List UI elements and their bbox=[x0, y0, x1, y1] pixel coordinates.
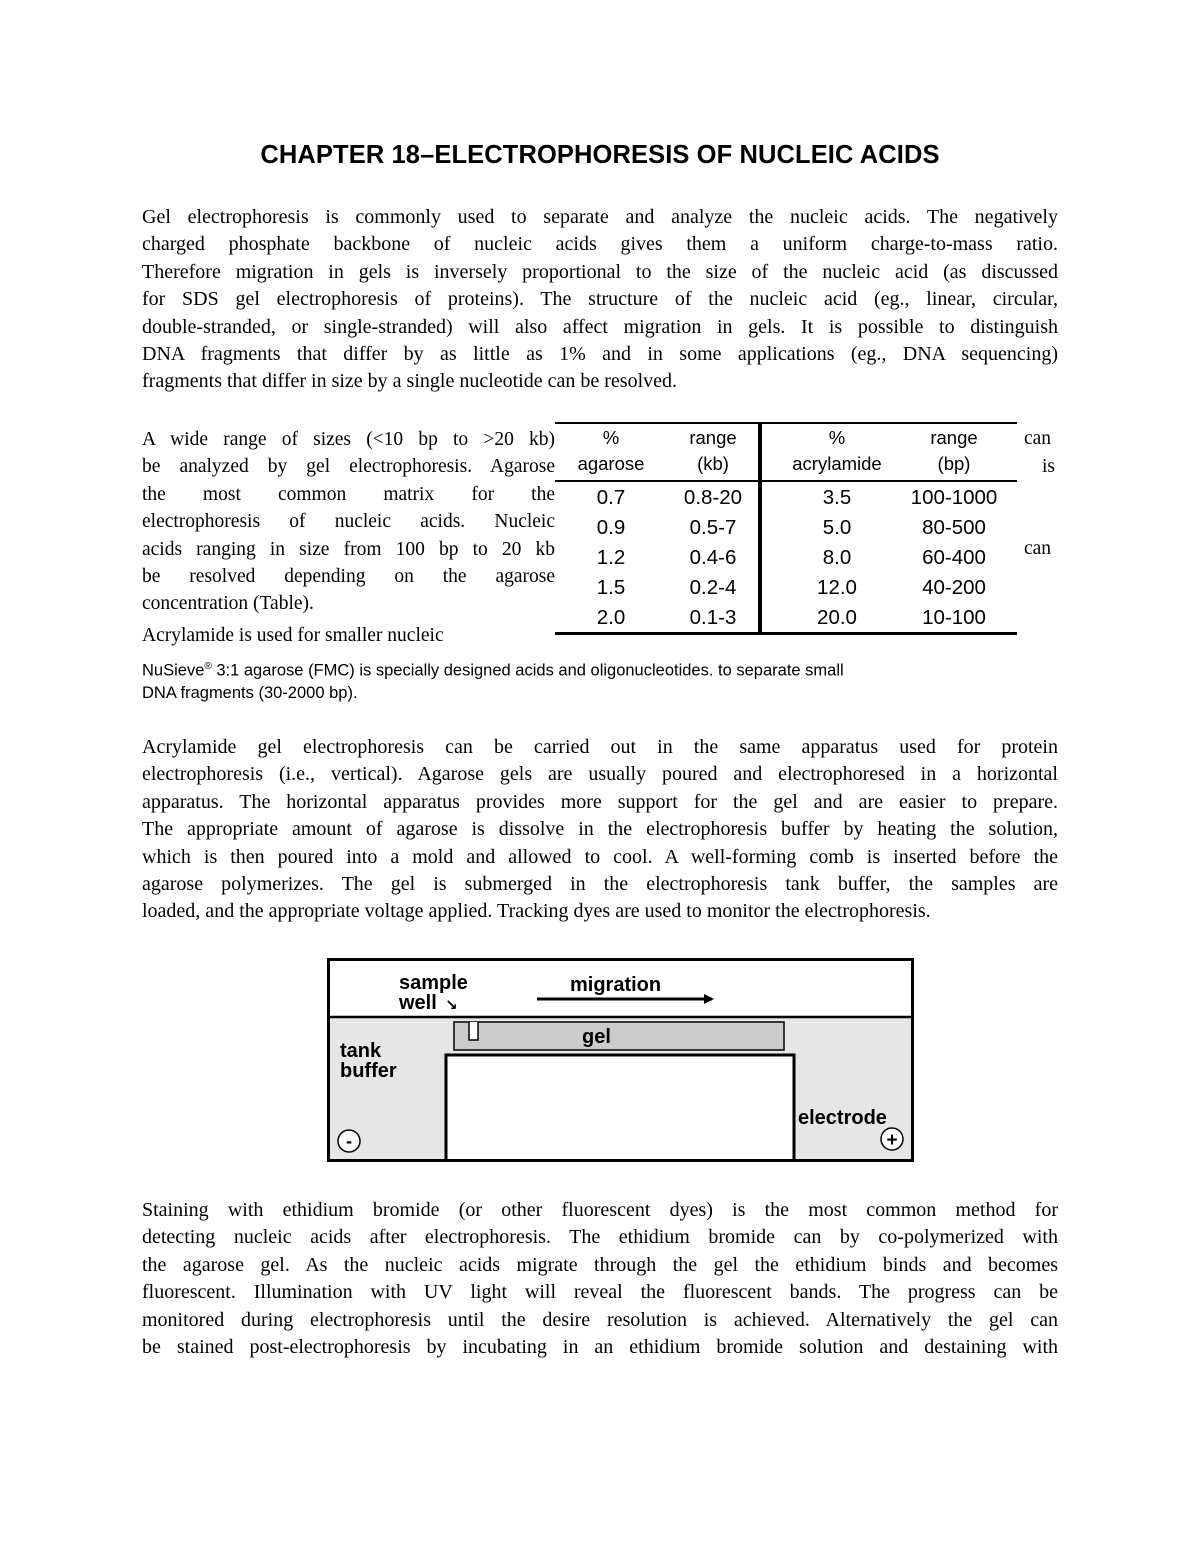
gel-platform bbox=[446, 1055, 794, 1159]
table-cell: 3.5 bbox=[822, 486, 852, 509]
header-line: range bbox=[689, 427, 737, 448]
table-cell: 0.7 bbox=[596, 486, 626, 509]
table-rule bbox=[555, 422, 1017, 424]
apparatus-paragraph bbox=[142, 734, 1058, 926]
table-cell: 40-200 bbox=[922, 576, 986, 599]
paragraph-line: detecting nucleic acids after electrophoresis. The ethidium bromide can by co-polymerized with bbox=[142, 1226, 1058, 1249]
electrode-label: electrode bbox=[798, 1107, 887, 1129]
staining-paragraph bbox=[142, 1197, 1058, 1361]
paragraph-line: agarose polymerizes. The gel is submerged in the electrophoresis tank buffer, the samples are bbox=[142, 872, 1058, 895]
buffer-label: buffer bbox=[340, 1060, 397, 1082]
paragraph-line: loaded, and the appropriate voltage applied. Tracking dyes are used to monitor the electrophoresis. bbox=[142, 900, 931, 923]
note-text: 3:1 agarose (FMC) is specially designed acids and oligonucleotides. to separate small bbox=[211, 661, 844, 680]
horizontal-gel-apparatus-diagram bbox=[327, 958, 914, 1164]
table-cell: 0.1-3 bbox=[689, 606, 737, 629]
paragraph-line: fragments that differ in size by a single nucleotide can be resolved. bbox=[142, 370, 677, 393]
note-line: DNA fragments (30-2000 bp). bbox=[142, 683, 358, 702]
table-header bbox=[762, 425, 912, 477]
size-range-paragraph bbox=[142, 426, 555, 618]
paragraph-line: The appropriate amount of agarose is dissolve in the electrophoresis buffer by heating the solution, bbox=[142, 818, 1058, 841]
table-cell: 20.0 bbox=[817, 606, 857, 629]
paragraph-line: Gel electrophoresis is commonly used to separate and analyze the nucleic acids. The negatively bbox=[142, 206, 1058, 228]
overflow-word: can bbox=[1024, 428, 1052, 449]
registered-mark: ® bbox=[204, 661, 212, 672]
table-cell: 0.9 bbox=[596, 516, 626, 539]
paragraph-line: DNA fragments that differ by as little as 1% and in some applications (eg., DNA sequencing) bbox=[142, 342, 1058, 365]
table-cell: 80-500 bbox=[922, 516, 986, 539]
gel-slab bbox=[454, 1022, 784, 1050]
paragraph-line: Staining with ethidium bromide (or other fluorescent dyes) is the most common method for bbox=[142, 1199, 1058, 1221]
note-text: NuSieve bbox=[142, 661, 205, 680]
header-line: acrylamide bbox=[792, 453, 882, 474]
table-cell: 1.2 bbox=[596, 546, 626, 569]
table-cell: 5.0 bbox=[822, 516, 852, 539]
paragraph-line: apparatus. The horizontal apparatus provides more support for the gel and are easier to prepare. bbox=[142, 790, 1058, 813]
overflow-word: can bbox=[1024, 538, 1052, 559]
table-cell: 10-100 bbox=[922, 606, 986, 629]
table-cell: 1.5 bbox=[596, 576, 626, 599]
paragraph-line: be resolved depending on the agarose bbox=[142, 565, 555, 587]
table-cell: 12.0 bbox=[817, 576, 857, 599]
table-cell: 0.8-20 bbox=[683, 486, 743, 509]
paragraph-line: electrophoresis of nucleic acids. Nucleic bbox=[142, 511, 555, 533]
note-line bbox=[142, 656, 844, 682]
table-cell: 100-1000 bbox=[910, 486, 998, 509]
sample-well-arrow-icon: ↘ bbox=[445, 996, 458, 1014]
table-header bbox=[667, 425, 759, 477]
table-cell: 0.5-7 bbox=[689, 516, 737, 539]
table-cell: 2.0 bbox=[596, 606, 626, 629]
sample-well bbox=[469, 1022, 478, 1040]
header-line: (bp) bbox=[937, 453, 971, 474]
paragraph-line: which is then poured into a mold and allowed to cool. A well-forming comb is inserted before the bbox=[142, 845, 1058, 868]
paragraph-line: double-stranded, or single-stranded) will also affect migration in gels. It is possible to distinguish bbox=[142, 315, 1058, 338]
table-header bbox=[555, 425, 667, 477]
table-cell: 8.0 bbox=[822, 546, 852, 569]
paragraph-line: Acrylamide is used for smaller nucleic bbox=[142, 625, 444, 646]
gel-label: gel bbox=[582, 1026, 611, 1048]
chapter-title: CHAPTER 18–ELECTROPHORESIS OF NUCLEIC ACIDS bbox=[260, 141, 940, 169]
paragraph-line: be stained post-electrophoresis by incubating in an ethidium bromide solution and destaining with bbox=[142, 1335, 1058, 1358]
table-rule bbox=[555, 480, 1017, 482]
sample-label: sample bbox=[399, 972, 468, 994]
header-line: % bbox=[602, 427, 620, 448]
well-label: well bbox=[399, 992, 437, 1014]
paragraph-line: fluorescent. Illumination with UV light will reveal the fluorescent bands. The progress can be bbox=[142, 1281, 1058, 1304]
paragraph-line: Acrylamide gel electrophoresis can be carried out in the same apparatus used for protein bbox=[142, 736, 1058, 758]
header-line: range bbox=[930, 427, 978, 448]
paragraph-line: acids ranging in size from 100 bp to 20 kb bbox=[142, 538, 555, 560]
minus-sign: - bbox=[346, 1131, 352, 1151]
table-cell: 0.2-4 bbox=[689, 576, 737, 599]
paragraph-line: concentration (Table). bbox=[142, 593, 314, 615]
paragraph-line: A wide range of sizes (<10 bp to >20 kb) bbox=[142, 429, 555, 450]
nusieve-note bbox=[142, 656, 844, 704]
tank-label: tank bbox=[340, 1040, 382, 1062]
header-line: agarose bbox=[577, 453, 645, 474]
table-cell: 0.4-6 bbox=[689, 546, 737, 569]
intro-paragraph bbox=[142, 204, 1058, 396]
plus-sign: + bbox=[886, 1130, 898, 1151]
table-cell: 60-400 bbox=[922, 546, 986, 569]
migration-label: migration bbox=[570, 974, 662, 996]
table-header bbox=[901, 425, 1007, 477]
paragraph-line: electrophoresis (i.e., vertical). Agarose gels are usually poured and electrophoresed in a horizontal bbox=[142, 763, 1058, 786]
header-line: % bbox=[828, 427, 846, 448]
paragraph-line: the agarose gel. As the nucleic acids migrate through the gel the ethidium binds and becomes bbox=[142, 1253, 1058, 1276]
paragraph-line: charged phosphate backbone of nucleic acids gives them a uniform charge-to-mass ratio. bbox=[142, 233, 1058, 256]
header-line: (kb) bbox=[697, 453, 729, 474]
gel-concentration-table bbox=[555, 422, 1017, 636]
paragraph-line: for SDS gel electrophoresis of proteins). The structure of the nucleic acid (eg., linear, circular, bbox=[142, 288, 1058, 311]
paragraph-line: be analyzed by gel electrophoresis. Agarose bbox=[142, 456, 555, 478]
paragraph-line: the most common matrix for the bbox=[142, 483, 555, 505]
overflow-word: is bbox=[1042, 456, 1056, 477]
paragraph-line: monitored during electrophoresis until the desire resolution is achieved. Alternatively the gel can bbox=[142, 1308, 1058, 1331]
paragraph-line: Therefore migration in gels is inversely proportional to the size of the nucleic acid (as discussed bbox=[142, 260, 1058, 283]
